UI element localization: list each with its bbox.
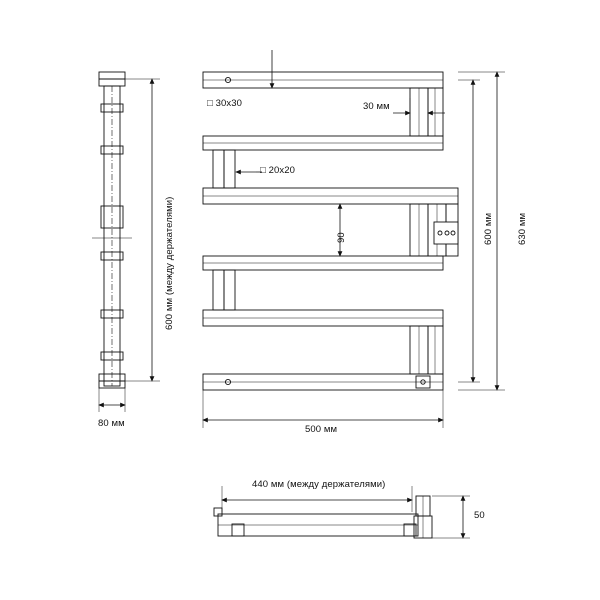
dim-600-group (458, 80, 480, 382)
side-width-label: 80 мм (98, 418, 125, 429)
profile-main-label: □ 30x30 (207, 98, 242, 109)
dim-50-group (432, 496, 470, 538)
dim-30-label: 30 мм (363, 101, 390, 112)
dim-90-label: 90 (336, 232, 347, 243)
profile-secondary-label: □ 20x20 (260, 165, 295, 176)
side-height-label: 600 мм (между держателями) (164, 196, 175, 330)
dim-50-label: 50 (474, 510, 485, 521)
front-view-group (203, 72, 458, 390)
front-view-callouts (236, 50, 272, 172)
dim-500-label: 500 мм (305, 424, 338, 435)
dim-630-label: 630 мм (517, 212, 528, 245)
dim-440-label: 440 мм (между держателями) (252, 479, 386, 490)
dim-630-group (458, 72, 505, 390)
side-height-dimension (125, 79, 160, 381)
side-width-dimension (99, 388, 125, 412)
dim-600-label: 600 мм (483, 212, 494, 245)
side-view-group (92, 72, 132, 388)
top-view-group (214, 496, 432, 538)
dim-500-group (203, 390, 443, 428)
